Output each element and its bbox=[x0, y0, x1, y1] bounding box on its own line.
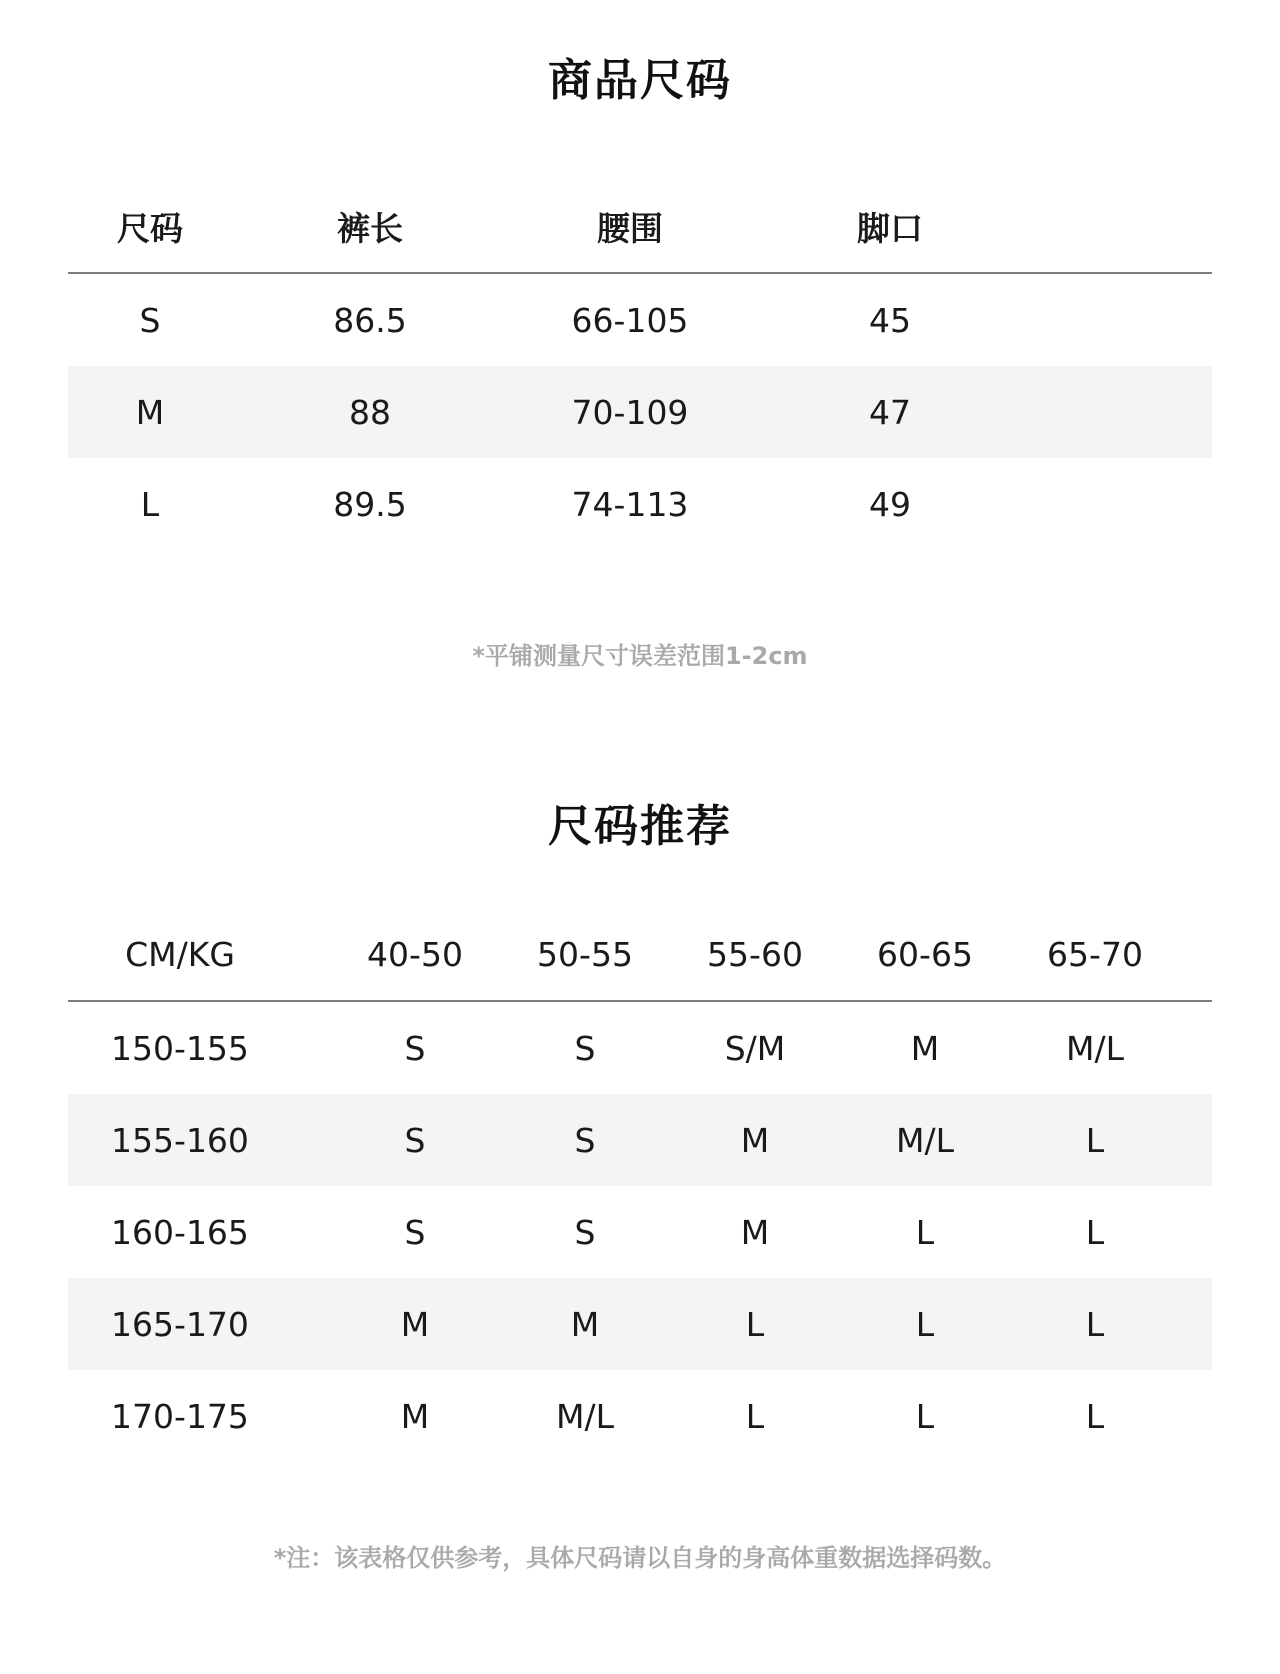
leg-opening-cell: 47 bbox=[869, 392, 911, 432]
table-row bbox=[68, 366, 1212, 458]
header-weight-range: 40-50 bbox=[367, 934, 463, 974]
size-cell: S bbox=[139, 300, 161, 340]
size-cell: M bbox=[135, 392, 165, 432]
measurement-note: *平铺测量尺寸误差范围1-2cm bbox=[472, 642, 808, 670]
leg-opening-cell: 45 bbox=[869, 300, 911, 340]
size-cell: S bbox=[404, 1028, 426, 1068]
header-weight-range: 60-65 bbox=[877, 934, 973, 974]
table-row bbox=[68, 1186, 1212, 1278]
size-cell: L bbox=[1085, 1120, 1105, 1160]
height-cell: 150-155 bbox=[111, 1028, 249, 1068]
recommend-table bbox=[68, 908, 1212, 1462]
waist-cell: 74-113 bbox=[571, 484, 689, 524]
size-cell: M/L bbox=[1066, 1028, 1124, 1068]
size-cell: S bbox=[574, 1120, 596, 1160]
size-cell: L bbox=[745, 1304, 765, 1344]
header-pants-length: 裤长 bbox=[337, 208, 403, 248]
size-cell: L bbox=[140, 484, 160, 524]
header-waist: 腰围 bbox=[597, 208, 663, 248]
size-cell: M bbox=[400, 1304, 430, 1344]
size-cell: M bbox=[910, 1028, 940, 1068]
size-cell: S/M bbox=[724, 1028, 786, 1068]
table-row bbox=[68, 1094, 1212, 1186]
size-cell: M/L bbox=[556, 1396, 614, 1436]
size-chart-title: 商品尺码 bbox=[548, 55, 732, 106]
size-cell: S bbox=[404, 1120, 426, 1160]
table-row bbox=[68, 274, 1212, 366]
height-cell: 170-175 bbox=[111, 1396, 249, 1436]
size-cell: S bbox=[574, 1028, 596, 1068]
size-cell: L bbox=[1085, 1304, 1105, 1344]
size-cell: L bbox=[915, 1304, 935, 1344]
size-cell: L bbox=[915, 1212, 935, 1252]
table-row bbox=[68, 458, 1212, 550]
pants-length-cell: 86.5 bbox=[333, 300, 407, 340]
height-cell: 160-165 bbox=[111, 1212, 249, 1252]
header-height-weight: CM/KG bbox=[125, 934, 235, 974]
size-cell: M/L bbox=[896, 1120, 954, 1160]
reference-note: *注：该表格仅供参考，具体尺码请以自身的身高体重数据选择码数。 bbox=[273, 1544, 1007, 1572]
table-row bbox=[68, 1278, 1212, 1370]
header-size: 尺码 bbox=[117, 208, 183, 248]
size-cell: L bbox=[745, 1396, 765, 1436]
size-cell: M bbox=[740, 1120, 770, 1160]
size-cell: S bbox=[574, 1212, 596, 1252]
size-cell: L bbox=[915, 1396, 935, 1436]
size-cell: S bbox=[404, 1212, 426, 1252]
waist-cell: 66-105 bbox=[571, 300, 689, 340]
size-chart-header-row bbox=[68, 180, 1212, 274]
pants-length-cell: 88 bbox=[349, 392, 391, 432]
header-weight-range: 55-60 bbox=[707, 934, 803, 974]
table-row bbox=[68, 1370, 1212, 1462]
size-cell: M bbox=[740, 1212, 770, 1252]
size-cell: M bbox=[570, 1304, 600, 1344]
size-chart-table bbox=[68, 180, 1212, 550]
table-row bbox=[68, 1002, 1212, 1094]
recommend-header-row bbox=[68, 908, 1212, 1002]
height-cell: 155-160 bbox=[111, 1120, 249, 1160]
size-cell: L bbox=[1085, 1396, 1105, 1436]
pants-length-cell: 89.5 bbox=[333, 484, 407, 524]
header-weight-range: 65-70 bbox=[1047, 934, 1143, 974]
size-cell: L bbox=[1085, 1212, 1105, 1252]
header-leg-opening: 脚口 bbox=[857, 208, 923, 248]
waist-cell: 70-109 bbox=[571, 392, 689, 432]
header-weight-range: 50-55 bbox=[537, 934, 633, 974]
size-cell: M bbox=[400, 1396, 430, 1436]
height-cell: 165-170 bbox=[111, 1304, 249, 1344]
recommend-title: 尺码推荐 bbox=[548, 801, 732, 852]
leg-opening-cell: 49 bbox=[869, 484, 911, 524]
